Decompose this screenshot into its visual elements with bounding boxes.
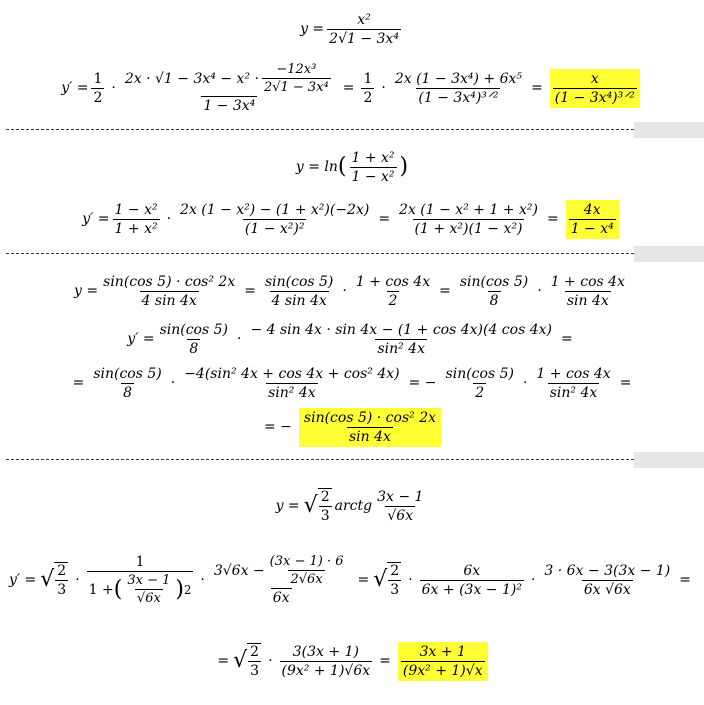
s2-equation-derivative: y′ = $\frac{\text{1 − x²}}{\text{1 + x²}}$ · $\frac{\text{2x (1 − x²) − (1 + x²)(−2x)}}{\text{(1 − x²)²}}$ = $\frac{\text{2x (1 − x² + 1 + x²)}}{\text{(1 + x²)(1 − x²)}}$ = $\frac{4x}{\text{1 − x⁴}}$ bbox=[0, 194, 704, 244]
s1-den: 2√1 − 3x⁴ bbox=[329, 30, 399, 47]
s1-equation-derivative: y′ = $\frac{1}{2}$ · 2x · √1 − 3x⁴ − x² · $\frac{\text{−12x³}}{\text{2√1 − 3x⁴}}$ 1 − 3x⁴ = $\frac{1}{2}$ · $\frac{\text{2x (1 − 3x⁴) + 6x⁵}}{\text{(1 − 3x⁴)³ᐟ²}}$ = $\frac{x}{\text{(1 − 3x⁴)³ᐟ²}}$ bbox=[0, 56, 704, 120]
s1-d1: 1 − 3x⁴ bbox=[203, 98, 256, 114]
s3-equation-result: = − $\frac{\text{sin(cos 5) · cos² 2x}}{\sin 4x}$ bbox=[0, 404, 704, 450]
s2-equation-y: y = ln ( $\frac{\text{1 + x²}}{\text{1 − x²}}$ ) bbox=[295, 149, 409, 185]
s1-num: x² bbox=[357, 11, 371, 28]
s3-result-highlight: $\frac{\text{sin(cos 5) · cos² 2x}}{\sin 4x}$ bbox=[299, 408, 441, 447]
s1-fraction bbox=[327, 12, 401, 47]
s1-inner-den: 2√1 − 3x⁴ bbox=[263, 80, 329, 95]
s2-result-highlight: $\frac{4x}{\text{1 − x⁴}}$ bbox=[566, 200, 619, 239]
s1-inner-num: −12x³ bbox=[276, 62, 317, 77]
s1-equation-y bbox=[0, 4, 704, 54]
s1-n1: 2x · √1 − 3x⁴ − x² · bbox=[124, 70, 259, 87]
s1-half: $\frac{1}{2}$ bbox=[93, 70, 103, 106]
s4-equation-result: = √ $\frac{2}{3}$ · $\frac{3(3x + 1)}{\text{(9x² + 1)√6x}}$ = $\frac{3x + 1}{\text{(9x² + 1)√x}}$ bbox=[0, 626, 704, 696]
s1-result-highlight: $\frac{x}{\text{(1 − 3x⁴)³ᐟ²}}$ bbox=[550, 69, 640, 108]
s3-equation-derivative: y′ = $\frac{\sin(\cos 5)}{8}$ · $\frac{- 4 \sin 4x \cdot \sin 4x - (1 + \cos 4x)(4 \cos 4x)}{\text{sin² 4x}}$ = bbox=[127, 321, 573, 357]
s4-result-highlight: $\frac{3x + 1}{\text{(9x² + 1)√x}}$ bbox=[398, 642, 488, 681]
s1-big-fraction bbox=[123, 62, 336, 114]
s4-equation-derivative: y′ = √ $\frac{2}{3}$ · 1 1 + ( $\frac{3x - 1}{√6x}$ ) 2 · 3√6x − $\frac{(3x - 1) \cdot 6}{2√6x}$ 6x = √ $\frac{2}{3}$ · $\frac{6x}{\text{6x + (3x − 1)²}}$ · $\frac{3 \cdot 6x - 3(3x - 1)}{6x √6x}$ = bbox=[8, 554, 692, 606]
divider-2 bbox=[0, 246, 704, 262]
s1-half2: $\frac{1}{2}$ bbox=[363, 70, 373, 106]
s1-lhs: y = bbox=[300, 21, 325, 37]
divider-1 bbox=[0, 122, 704, 138]
s1-frac2: $\frac{\text{2x (1 − 3x⁴) + 6x⁵}}{\text{(1 − 3x⁴)³ᐟ²}}$ bbox=[394, 70, 523, 106]
s3-equation-step: = $\frac{\sin(\cos 5)}{8}$ · $\frac{\text{−4(sin² 4x + cos 4x + cos² 4x)}}{\text{sin² 4x}}$ = − $\frac{\sin(\cos 5)}{2}$ · $\frac{1 + \cos 4x}{\text{sin² 4x}}$ = bbox=[72, 365, 632, 401]
s1-dlhs: y′ = bbox=[61, 80, 89, 96]
s4-equation-y: y = √ $\frac{2}{3}$ arctg $\frac{3x - 1}{√6x}$ bbox=[275, 488, 424, 524]
divider-3 bbox=[0, 452, 704, 468]
s3-equation-y: y = $\frac{\text{sin(cos 5) · cos² 2x}}{4 \sin 4x}$ = $\frac{\sin(\cos 5)}{4 \sin 4x}$ · $\frac{1 + \cos 4x}{2}$ = $\frac{\sin(\cos 5)}{8}$ · $\frac{1 + \cos 4x}{\sin 4x}$ bbox=[74, 273, 625, 309]
